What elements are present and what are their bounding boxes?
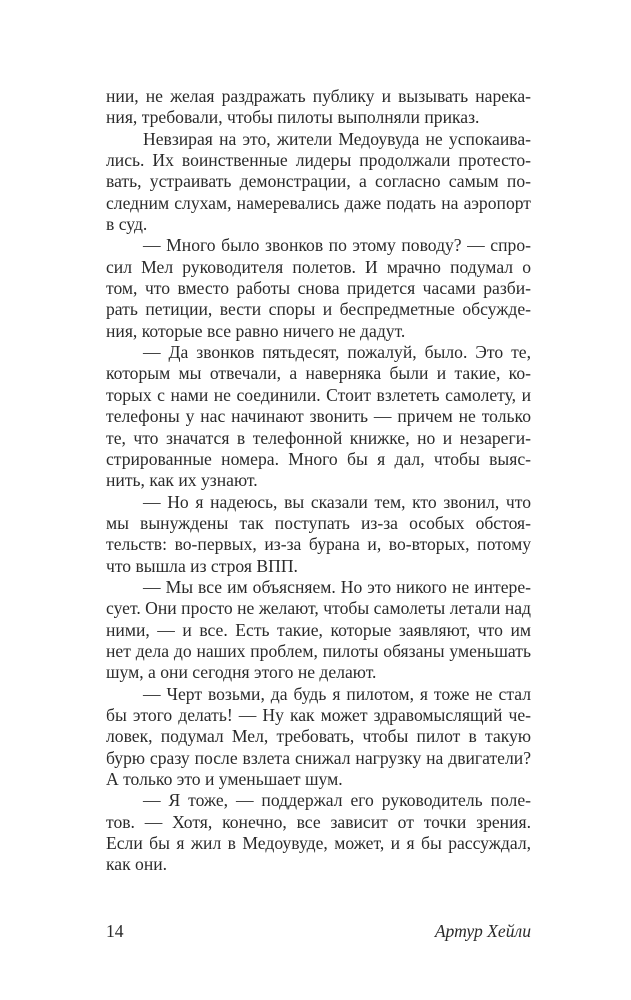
paragraph bbox=[106, 235, 531, 342]
page-footer bbox=[106, 921, 531, 945]
text-line: Невзирая на это, жители Медоувуда не успокаива- bbox=[143, 128, 531, 149]
text-line: те, что значатся в телефонной книжке, но и незареги- bbox=[106, 427, 531, 448]
paragraph bbox=[106, 129, 531, 236]
text-line: в суд. bbox=[106, 214, 148, 235]
text-line: — Я тоже, — поддержал его руководитель поле- bbox=[143, 790, 531, 811]
text-line: мы вынуждены так поступать из-за особых обстоя- bbox=[106, 512, 531, 533]
text-line: бурю сразу после взлета снижал нагрузку на двигатели? bbox=[106, 747, 531, 768]
text-line: Если бы я жил в Медоувуде, может, и я бы рассуждал, bbox=[106, 833, 531, 854]
page-number: 14 bbox=[106, 921, 124, 941]
text-line: — Да звонков пятьдесят, пожалуй, было. Это те, bbox=[143, 342, 531, 363]
text-line: — Но я надеюсь, вы сказали тем, кто звонил, что bbox=[143, 491, 531, 512]
text-line: — Много было звонков по этому поводу? — спро- bbox=[143, 235, 531, 256]
text-line: телефоны у нас начинают звонить — причем не только bbox=[106, 406, 531, 427]
text-line: что вышла из строя ВПП. bbox=[106, 555, 298, 576]
text-line: рать петиции, вести споры и беспредметные обсужде- bbox=[106, 299, 531, 320]
paragraph bbox=[106, 577, 531, 684]
text-line: ния, которые все равно ничего не дадут. bbox=[106, 320, 406, 341]
text-line: бы этого делать! — Ну как может здравомыслящий че- bbox=[106, 704, 531, 725]
text-line: ними, — и все. Есть такие, которые заявляют, что им bbox=[106, 619, 531, 640]
text-line: нет дела до наших проблем, пилоты обязаны уменьшать bbox=[106, 640, 531, 661]
text-line: тельств: во-первых, из-за бурана и, во-вторых, потому bbox=[106, 534, 531, 555]
text-line: сует. Они просто не желают, чтобы самолеты летали над bbox=[106, 598, 531, 619]
running-footer-author: Артур Хейли bbox=[434, 921, 531, 941]
paragraph bbox=[106, 342, 531, 491]
text-line: ловек, подумал Мел, требовать, чтобы пилот в такую bbox=[106, 726, 531, 747]
text-line: следним слухам, намеревались даже подать на аэропорт bbox=[106, 192, 531, 213]
text-line: нить, как их узнают. bbox=[106, 470, 258, 491]
page-body-text bbox=[106, 86, 531, 876]
text-line: — Мы все им объясняем. Но это никого не интере- bbox=[143, 576, 531, 597]
text-line: стрированные номера. Много бы я дал, чтобы выяс- bbox=[106, 448, 531, 469]
paragraph bbox=[106, 790, 531, 875]
text-line: как они. bbox=[106, 854, 168, 875]
text-line: тов. — Хотя, конечно, все зависит от точки зрения. bbox=[106, 811, 531, 832]
text-line: — Черт возьми, да будь я пилотом, я тоже не стал bbox=[143, 683, 531, 704]
paragraph bbox=[106, 86, 531, 129]
paragraph bbox=[106, 684, 531, 791]
text-line: А только это и уменьшает шум. bbox=[106, 769, 343, 789]
text-line: которым мы отвечали, а наверняка были и такие, ко- bbox=[106, 363, 531, 384]
text-line: нии, не желая раздражать публику и вызывать нарека- bbox=[106, 86, 531, 106]
text-line: торых с нами не соединили. Стоит взлететь самолету, и bbox=[106, 384, 531, 405]
text-line: том, что вместо работы снова придется часами разби- bbox=[106, 278, 531, 299]
text-line: вать, устраивать демонстрации, а согласно самым по- bbox=[106, 171, 531, 192]
text-line: ния, требовали, чтобы пилоты выполняли приказ. bbox=[106, 107, 480, 128]
text-line: сил Мел руководителя полетов. И мрачно подумал о bbox=[106, 256, 531, 277]
text-line: шум, а они сегодня этого не делают. bbox=[106, 662, 377, 683]
paragraph bbox=[106, 492, 531, 577]
text-line: лись. Их воинственные лидеры продолжали протесто- bbox=[106, 150, 531, 171]
